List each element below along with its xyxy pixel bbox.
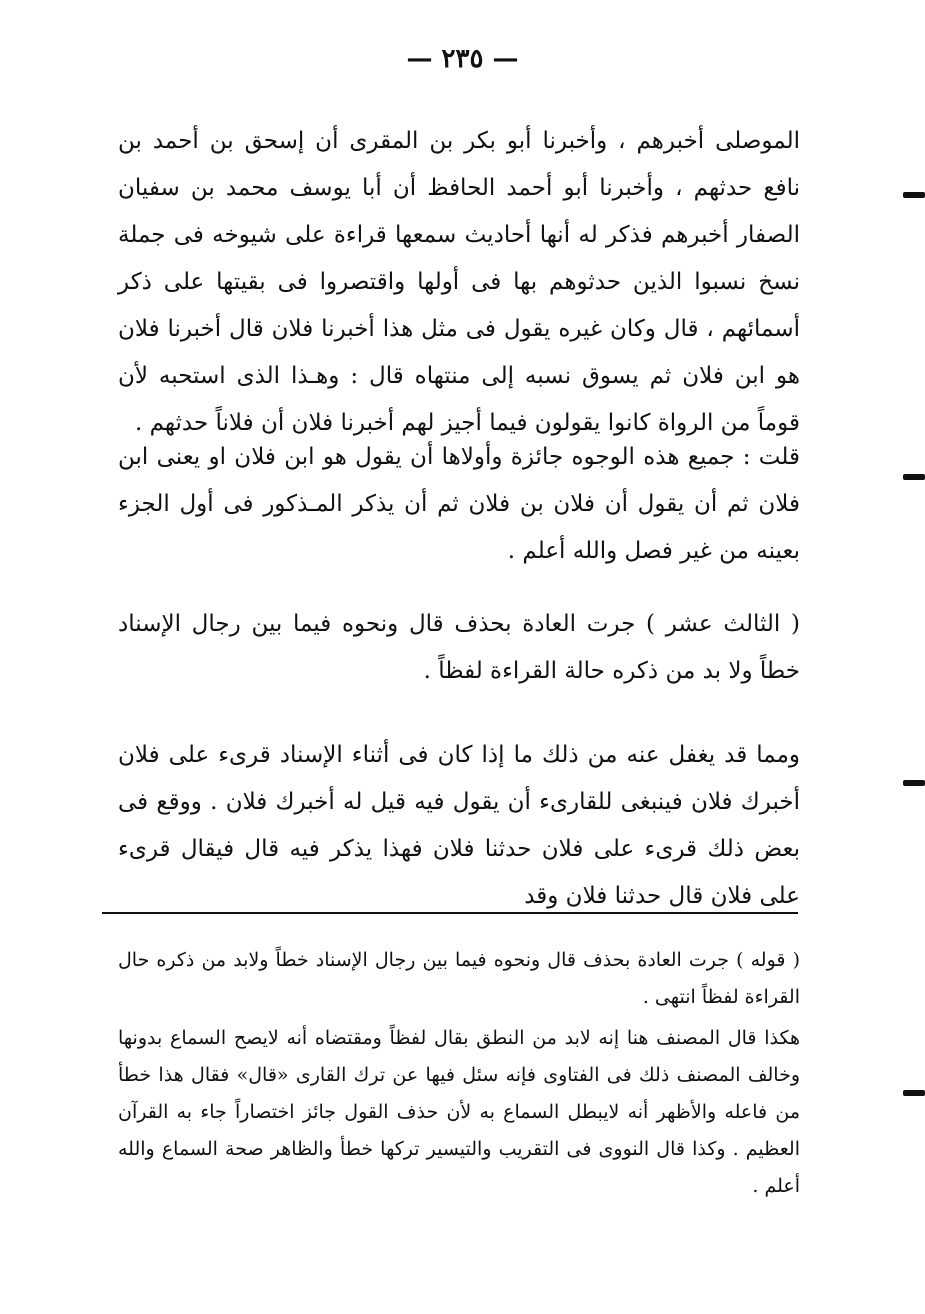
paragraph-text: الموصلى أخبرهم ، وأخبرنا أبو بكر بن المقرى أن إسحق بن أحمد بن نافع حدثهم ، وأخبرنا أبو أحمد الحافظ أن أبا يوسف محمد بن سفيان الصفار أخبرهم فذكر له أنها أحاديث سمعها قراءة على شيوخه فى جملة نسخ نسبوا الذين حدثوهم بها فى أولها واقتصروا فى بقيتها على ذكر أسمائهم ، قال وكان غيره يقول فى مثل هذا أخبرنا فلان قال أخبرنا فلان هو ابن فلان ثم يسوق نسبه إلى منتهاه قال : وهـذا الذى استحبه لأن قوماً من الرواة كانوا يقولون فيما أجيز لهم أخبرنا فلان أن فلاناً حدثهم .: [118, 128, 800, 436]
margin-mark: [903, 474, 925, 480]
footnote-1: [118, 942, 800, 1016]
margin-mark: [903, 192, 925, 198]
paragraph-text: ومما قد يغفل عنه من ذلك ما إذا كان فى أثناء الإسناد قرىء على فلان أخبرك فلان فينبغى للقارىء أن يقول فيه قيل له أخبرك فلان . ووقع فى بعض ذلك قرىء على فلان حدثنا فلان فهذا يذكر فيه قال فيقال قرىء على فلان قال حدثنا فلان وقد: [118, 742, 800, 909]
footnote-text: ( قوله ) جرت العادة بحذف قال ونحوه فيما بين رجال الإسناد خطاً ولابد من ذكره حال القراءة لفظاً انتهى .: [118, 949, 800, 1008]
margin-mark: [903, 1090, 925, 1096]
paragraph-text: قلت : جميع هذه الوجوه جائزة وأولاها أن يقول هو ابن فلان او يعنى ابن فلان ثم أن يقول أن فلان بن فلان ثم أن يذكر المـذكور فى أول الجزء بعينه من غير فصل والله أعلم .: [118, 444, 800, 564]
margin-mark: [903, 780, 925, 786]
main-paragraph-4: [118, 732, 800, 920]
footnote-2: [118, 1020, 800, 1205]
footnote-separator: [102, 912, 798, 914]
footnote-text: هكذا قال المصنف هنا إنه لابد من النطق بقال لفظاً ومقتضاه أنه لايصح السماع بدونها وخالف المصنف ذلك فى الفتاوى فإنه سئل فيها عن ترك القارى «قال» فقال هذا خطأ من فاعله والأظهر أنه لايبطل السماع به لأن حذف القول جائز اختصاراً جاء به القرآن العظيم . وكذا قال النووى فى التقريب والتيسير تركها خطأ والظاهر صحة السماع والله أعلم .: [118, 1027, 800, 1197]
page-number: — ٢٣٥ —: [406, 44, 519, 74]
main-paragraph-3: [118, 601, 800, 695]
main-paragraph-2: [118, 434, 800, 575]
paragraph-text: ( الثالث عشر ) جرت العادة بحذف قال ونحوه فيما بين رجال الإسناد خطاً ولا بد من ذكره حالة القراءة لفظاً .: [118, 611, 800, 684]
main-paragraph-1: [118, 118, 800, 447]
